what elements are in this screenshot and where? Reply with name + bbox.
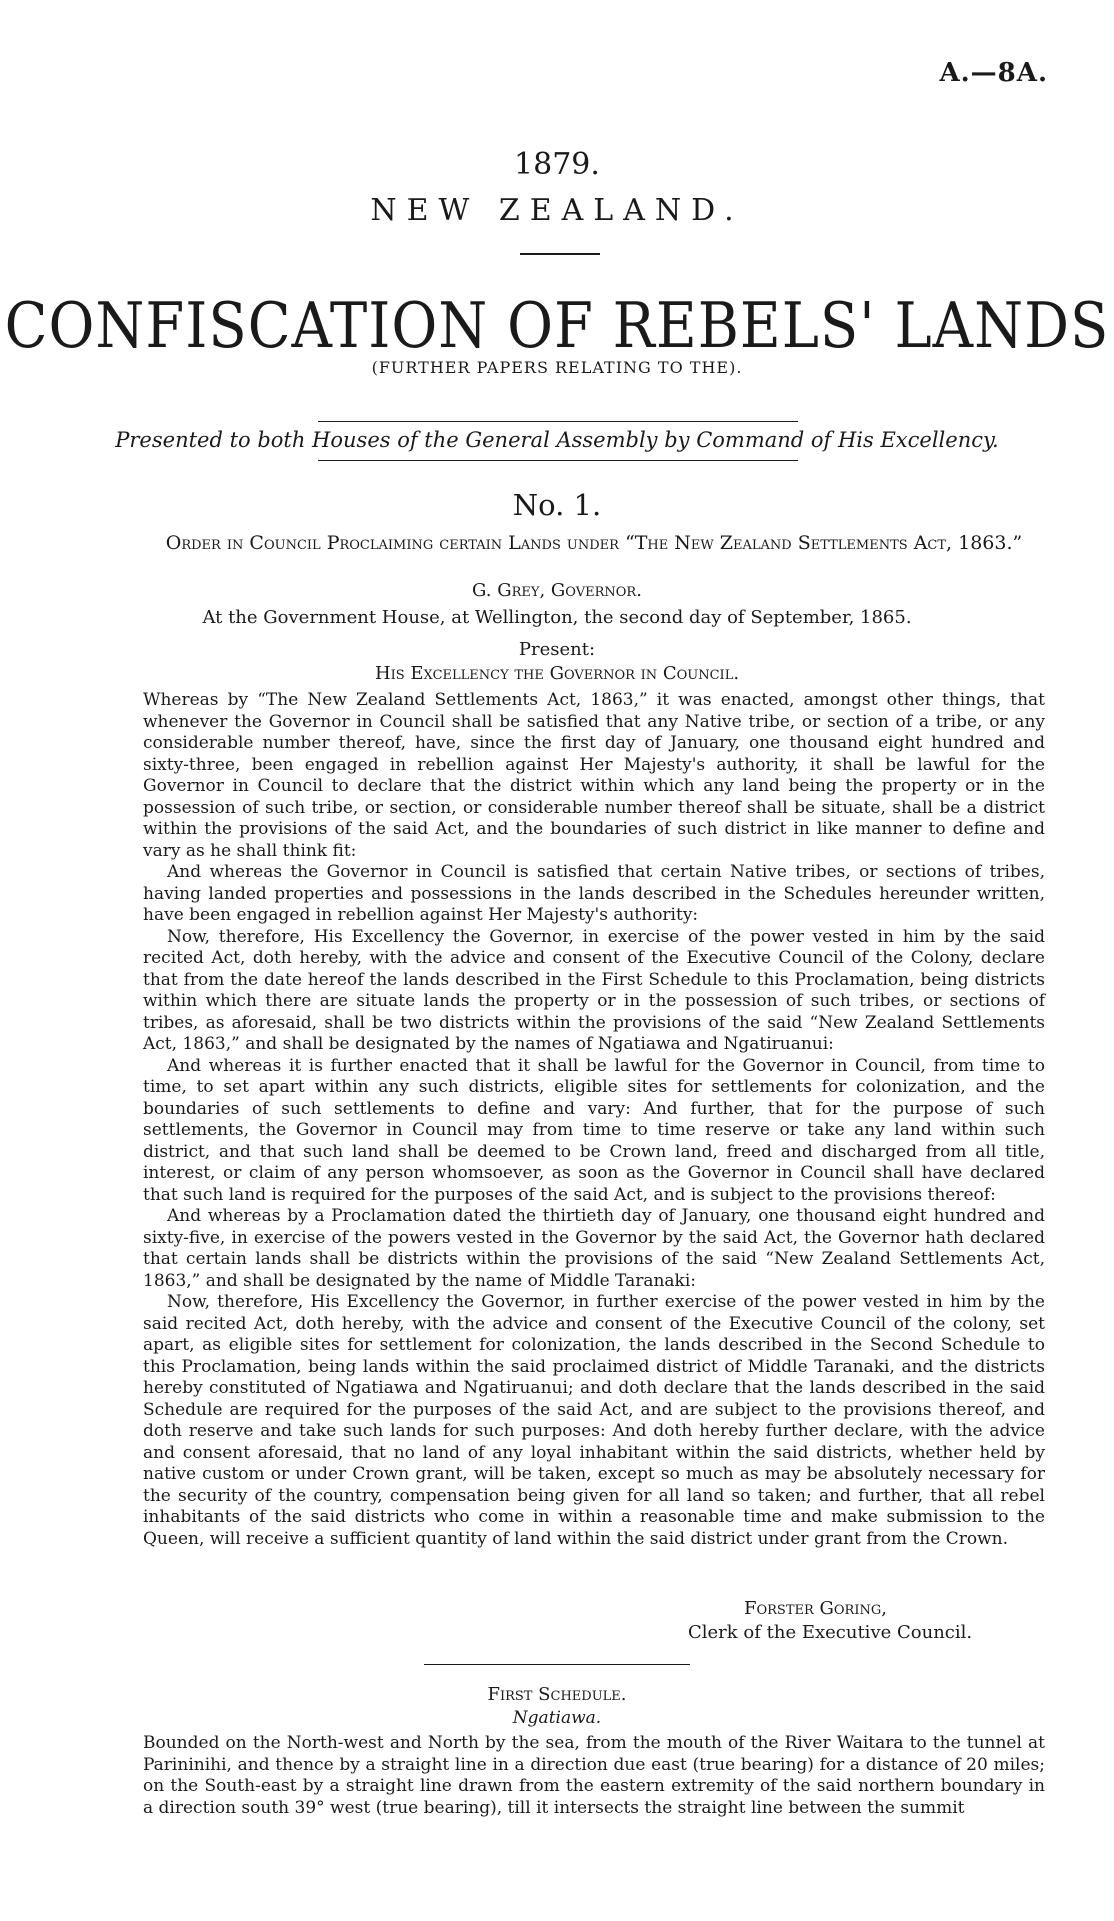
- divider: [520, 253, 600, 255]
- governor-line: G. Grey, Governor.: [472, 580, 642, 601]
- paragraph: Now, therefore, His Excellency the Governor, in exercise of the power vested in him by the said recited Act, doth hereby, with the advice and consent of the Executive Council of the Colony, declare that from the date hereof the lands described in the First Schedule to this Proclamation, being districts within which there are situate lands the property or in the possession of such tribes, or sections of tribes, as aforesaid, shall be two districts within the provisions of the said “New Zealand Settlements Act, 1863,” and shall be designated by the names of Ngatiawa and Ngatiruanui:: [143, 926, 1045, 1054]
- divider: [318, 421, 798, 422]
- document-title: CONFISCATION OF REBELS' LANDS: [4, 290, 1110, 363]
- paragraph: And whereas it is further enacted that it shall be lawful for the Governor in Council, from time to time, to set apart within any such districts, eligible sites for settlements for colonization, and the boundaries of such settlements to define and vary: And further, that for the purpose of such settlements, the Governor in Council may from time to time reserve or take any land within such district, and that such land shall be deemed to be Crown land, freed and discharged from all title, interest, or claim of any person whomsoever, as soon as the Governor in Council shall have declared that such land is required for the purposes of the said Act, and is subject to the provisions thereof:: [143, 1055, 1045, 1205]
- council-line: His Excellency the Governor in Council.: [374, 663, 740, 684]
- signatory-name: Forster Goring,: [744, 1598, 887, 1619]
- present-label: Present:: [518, 639, 596, 660]
- divider: [318, 460, 798, 461]
- paragraph: And whereas by a Proclamation dated the thirtieth day of January, one thousand eight hundred and sixty-five, in exercise of the powers vested in the Governor by the said Act, the Governor hath declared that certain lands shall be districts within the provisions of the said “New Zealand Settlements Act, 1863,” and shall be designated by the name of Middle Taranaki:: [143, 1206, 1045, 1291]
- document-subtitle: (FURTHER PAPERS RELATING TO THE).: [371, 358, 743, 377]
- paragraph: Now, therefore, His Excellency the Governor, in further exercise of the power vested in him by the said recited Act, doth hereby, with the advice and consent of the Executive Council of the colony, set apart, as eligible sites for settlement for colonization, the lands described in the Second Schedule to this Proclamation, being lands within the said proclaimed district of Middle Taranaki, and the districts hereby constituted of Ngatiawa and Ngatiruanui; and doth declare that the lands described in the said Schedule are required for the purposes of the said Act, and are subject to the provisions thereof, and doth reserve and take such lands for such purposes: And doth hereby further declare, with the advice and consent aforesaid, that no land of any loyal inhabitant within the said districts, whether held by native custom or under Crown grant, will be taken, except so much as may be absolutely necessary for the security of the country, compensation being given for all land so taken; and further, that all rebel inhabitants of the said districts who come in within a reasonable time and make submission to the Queen, will receive a sufficient quantity of land within the said district under grant from the Crown.: [143, 1292, 1045, 1549]
- schedule-heading: First Schedule.: [487, 1684, 627, 1705]
- paragraph: Bounded on the North-west and North by the sea, from the mouth of the River Waitara to the tunnel at Parininihi, and thence by a straight line in a direction due east (true bearing) for a distance of 20 miles; on the South-east by a straight line drawn from the eastern extremity of the said northern boundary in a direction south 39° west (true bearing), till it intersects the straight line between the summit: [143, 1733, 1045, 1818]
- schedule-subheading: Ngatiawa.: [512, 1708, 602, 1728]
- presented-line: Presented to both Houses of the General Assembly by Command of His Excellency.: [115, 428, 999, 452]
- schedule-body: [143, 1733, 1045, 1819]
- document-country: NEW ZEALAND.: [370, 193, 744, 228]
- document-year: 1879.: [514, 147, 600, 182]
- divider: [424, 1664, 690, 1665]
- section-number: No. 1.: [512, 488, 602, 522]
- place-date-line: At the Government House, at Wellington, the second day of September, 1865.: [202, 607, 912, 628]
- paragraph: Whereas by “The New Zealand Settlements Act, 1863,” it was enacted, amongst other things, that whenever the Governor in Council shall be satisfied that any Native tribe, or section of a tribe, or any considerable number thereof, have, since the first day of January, one thousand eight hundred and sixty-three, been engaged in rebellion against Her Majesty's authority, it shall be lawful for the Governor in Council to declare that the district within which any land being the property or in the possession of such tribe, or section, or considerable number thereof shall be situate, shall be a district within the provisions of the said Act, and the boundaries of such district in like manner to define and vary as he shall think fit:: [143, 690, 1045, 861]
- signatory-title: Clerk of the Executive Council.: [688, 1622, 973, 1643]
- proclamation-body: [143, 690, 1045, 1550]
- document-reference: A.—8A.: [939, 58, 1048, 88]
- paragraph: And whereas the Governor in Council is satisfied that certain Native tribes, or sections of tribes, having landed properties and possessions in the lands described in the Schedules hereunder written, have been engaged in rebellion against Her Majesty's authority:: [143, 862, 1045, 925]
- order-title: Order in Council Proclaiming certain Lands under “The New Zealand Settlements Act, 1863.”: [165, 532, 1023, 554]
